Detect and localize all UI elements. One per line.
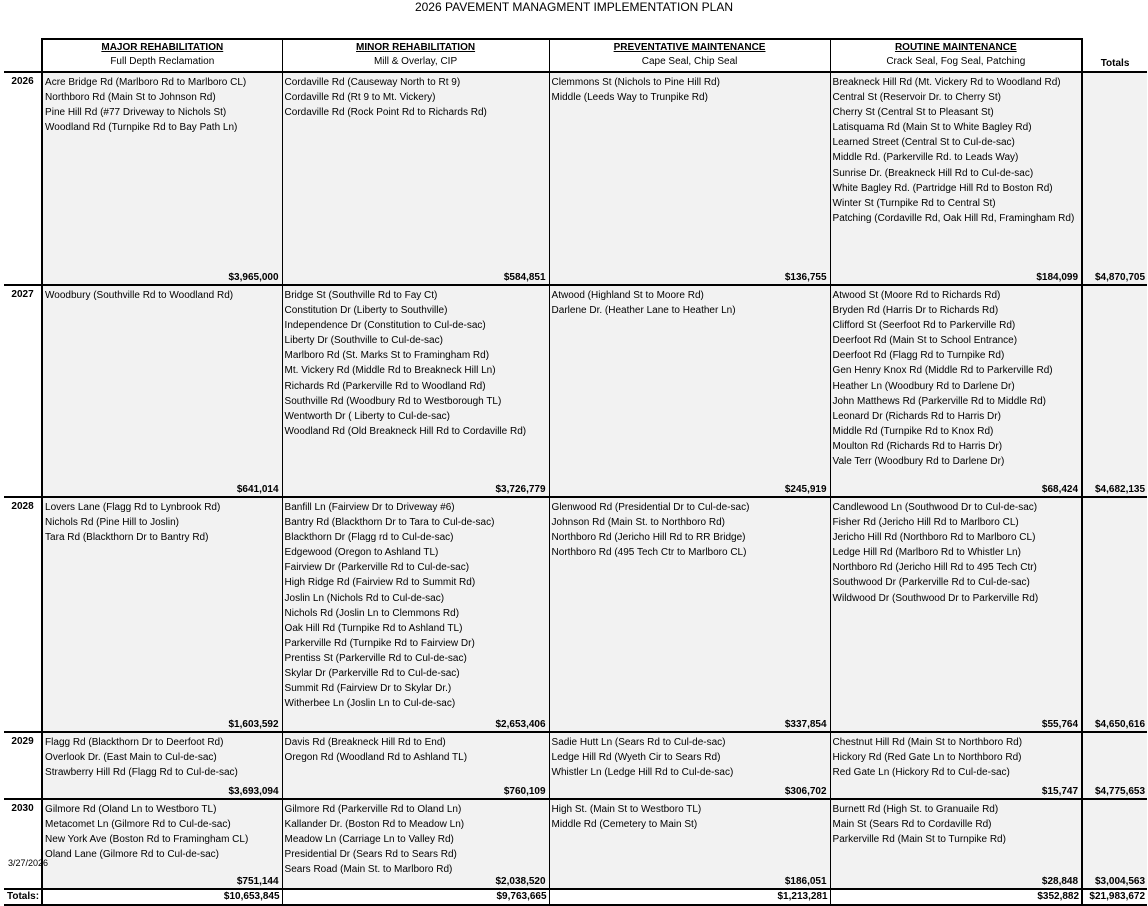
cell-routine — [830, 72, 1082, 285]
year-label: 2029 — [4, 732, 42, 799]
column-total-prev: $1,213,281 — [549, 889, 830, 905]
road-item: Ledge Hill Rd (Marlboro Rd to Whistler Ln) — [832, 547, 1021, 559]
grand-total: $21,983,672 — [1082, 889, 1147, 905]
road-item: Tara Rd (Blackthorn Dr to Bantry Rd) — [45, 532, 209, 544]
road-item: High Ridge Rd (Fairview Rd to Summit Rd) — [284, 577, 476, 589]
road-item: Clifford St (Seerfoot Rd to Parkerville Rd) — [832, 320, 1016, 332]
category-amount: $184,099 — [1036, 272, 1079, 283]
year-row-2029 — [4, 732, 1147, 799]
road-item: Cordaville Rd (Rock Point Rd to Richards Rd) — [284, 107, 487, 119]
cell-minor — [282, 497, 549, 732]
road-item: Pine Hill Rd (#77 Driveway to Nichols St) — [45, 107, 227, 119]
cell-routine — [830, 732, 1082, 799]
cell-major — [42, 799, 282, 889]
road-item: Bryden Rd (Harris Dr to Richards Rd) — [832, 305, 999, 317]
road-item: Chestnut Hill Rd (Main St to Northboro Rd) — [832, 737, 1023, 748]
road-item: Heather Ln (Woodbury Rd to Darlene Dr) — [832, 380, 1015, 392]
road-item: Prentiss St (Parkerville Rd to Cul-de-sac) — [284, 652, 467, 664]
header-row — [4, 39, 1147, 72]
road-item: Candlewood Ln (Southwood Dr to Cul-de-sac) — [832, 502, 1038, 513]
road-item: Oak Hill Rd (Turnpike Rd to Ashland TL) — [284, 622, 463, 634]
road-item: White Bagley Rd. (Partridge Hill Rd to Boston Rd) — [832, 182, 1053, 194]
road-item: Sadie Hutt Ln (Sears Rd to Cul-de-sac) — [551, 737, 726, 748]
road-item: Davis Rd (Breakneck Hill Rd to End) — [284, 737, 446, 748]
category-amount: $3,693,094 — [228, 786, 279, 797]
road-item: Lovers Lane (Flagg Rd to Lynbrook Rd) — [45, 502, 221, 513]
road-item: Hickory Rd (Red Gate Ln to Northboro Rd) — [832, 752, 1022, 764]
road-item: Woodland Rd (Turnpike Rd to Bay Path Ln) — [45, 122, 238, 134]
category-amount: $55,764 — [1041, 719, 1079, 730]
category-amount: $2,038,520 — [495, 876, 546, 887]
road-item: Northboro Rd (495 Tech Ctr to Marlboro CL) — [551, 547, 747, 559]
year-row-2030 — [4, 799, 1147, 889]
header-routine: ROUTINE MAINTENANCE Crack Seal, Fog Seal, Patching — [830, 39, 1082, 72]
cell-major — [42, 72, 282, 285]
cell-routine — [830, 497, 1082, 732]
road-item: Red Gate Ln (Hickory Rd to Cul-de-sac) — [832, 767, 1010, 779]
column-total-routine: $352,882 — [830, 889, 1082, 905]
road-item: Gilmore Rd (Oland Ln to Westboro TL) — [45, 804, 217, 815]
category-amount: $2,653,406 — [495, 719, 546, 730]
category-amount: $751,144 — [236, 876, 279, 887]
road-item: Fairview Dr (Parkerville Rd to Cul-de-sac) — [284, 562, 470, 574]
road-item: Northboro Rd (Main St to Johnson Rd) — [45, 92, 216, 104]
road-item: Woodbury (Southville Rd to Woodland Rd) — [45, 290, 234, 301]
year-row-2026 — [4, 72, 1147, 285]
road-item: Johnson Rd (Main St. to Northboro Rd) — [551, 517, 725, 529]
road-item: Middle (Leeds Way to Trunpike Rd) — [551, 92, 708, 104]
road-item: Strawberry Hill Rd (Flagg Rd to Cul-de-sac) — [45, 767, 238, 779]
road-item: Middle Rd (Turnpike Rd to Knox Rd) — [832, 425, 994, 437]
column-total-major: $10,653,845 — [42, 889, 282, 905]
category-amount: $1,603,592 — [228, 719, 279, 730]
road-item: Burnett Rd (High St. to Granuaile Rd) — [832, 804, 999, 815]
column-total-minor: $9,763,665 — [282, 889, 549, 905]
category-amount: $28,848 — [1041, 876, 1079, 887]
cell-minor — [282, 799, 549, 889]
road-item: Glenwood Rd (Presidential Dr to Cul-de-sac) — [551, 502, 750, 513]
road-item: Meadow Ln (Carriage Ln to Valley Rd) — [284, 834, 454, 846]
road-item: Northboro Rd (Jericho Hill Rd to RR Bridge) — [551, 532, 746, 544]
category-amount: $584,851 — [503, 272, 546, 283]
road-item: Latisquama Rd (Main St to White Bagley Rd) — [832, 122, 1032, 134]
plan-table — [4, 38, 1147, 906]
year-row-2027 — [4, 285, 1147, 497]
print-date: 3/27/2026 — [8, 858, 49, 868]
year-total: $4,775,653 — [1082, 732, 1147, 799]
road-item: Wildwood Dr (Southwood Dr to Parkerville Rd) — [832, 592, 1039, 604]
cell-routine — [830, 799, 1082, 889]
year-total: $4,870,705 — [1082, 72, 1147, 285]
page-title: 2026 PAVEMENT MANAGMENT IMPLEMENTATION PLAN — [414, 0, 734, 14]
road-item: Richards Rd (Parkerville Rd to Woodland Rd) — [284, 380, 486, 392]
road-item: Middle Rd. (Parkerville Rd. to Leads Way) — [832, 152, 1019, 164]
road-item: Marlboro Rd (St. Marks St to Framingham Rd) — [284, 350, 490, 362]
road-item: Metacomet Ln (Gilmore Rd to Cul-de-sac) — [45, 819, 231, 831]
header-preventative: PREVENTATIVE MAINTENANCE Cape Seal, Chip Seal — [549, 39, 830, 72]
year-label: 2026 — [4, 72, 42, 285]
year-label: 2027 — [4, 285, 42, 497]
cell-prev — [549, 285, 830, 497]
road-item: Leonard Dr (Richards Rd to Harris Dr) — [832, 410, 1001, 422]
road-item: Northboro Rd (Jericho Hill Rd to 495 Tech Ctr) — [832, 562, 1037, 574]
road-item: Patching (Cordaville Rd, Oak Hill Rd, Framingham Rd) — [832, 212, 1075, 224]
year-row-2028 — [4, 497, 1147, 732]
road-item: Jericho Hill Rd (Northboro Rd to Marlboro CL) — [832, 532, 1036, 544]
cell-prev — [549, 497, 830, 732]
road-item: Flagg Rd (Blackthorn Dr to Deerfoot Rd) — [45, 737, 224, 748]
road-item: Edgewood (Oregon to Ashland TL) — [284, 547, 439, 559]
category-amount: $3,726,779 — [495, 484, 546, 495]
road-item: Acre Bridge Rd (Marlboro Rd to Marlboro CL) — [45, 77, 247, 88]
road-item: Oland Lane (Gilmore Rd to Cul-de-sac) — [45, 849, 220, 861]
category-amount: $15,747 — [1041, 786, 1079, 797]
year-total: $4,650,616 — [1082, 497, 1147, 732]
road-item: Witherbee Ln (Joslin Ln to Cul-de-sac) — [284, 698, 456, 710]
road-item: Bantry Rd (Blackthorn Dr to Tara to Cul-de-sac) — [284, 517, 495, 529]
road-item: Moulton Rd (Richards Rd to Harris Dr) — [832, 440, 1003, 452]
road-item: Atwood (Highland St to Moore Rd) — [551, 290, 704, 301]
road-item: Fisher Rd (Jericho Hill Rd to Marlboro CL) — [832, 517, 1019, 529]
header-totals: Totals — [1082, 39, 1147, 72]
road-item: Vale Terr (Woodbury Rd to Darlene Dr) — [832, 456, 1005, 468]
road-item: Oregon Rd (Woodland Rd to Ashland TL) — [284, 752, 468, 764]
cell-major — [42, 285, 282, 497]
road-item: Cordaville Rd (Rt 9 to Mt. Vickery) — [284, 92, 436, 104]
road-item: John Matthews Rd (Parkerville Rd to Middle Rd) — [832, 395, 1046, 407]
road-item: Wentworth Dr ( Liberty to Cul-de-sac) — [284, 410, 450, 422]
category-amount: $337,854 — [784, 719, 827, 730]
header-major: MAJOR REHABILITATION Full Depth Reclamation — [42, 39, 282, 72]
road-item: Banfill Ln (Fairview Dr to Driveway #6) — [284, 502, 455, 513]
road-item: Presidential Dr (Sears Rd to Sears Rd) — [284, 849, 457, 861]
road-item: High St. (Main St to Westboro TL) — [551, 804, 702, 815]
road-item: Middle Rd (Cemetery to Main St) — [551, 819, 698, 831]
road-item: Skylar Dr (Parkerville Rd to Cul-de-sac) — [284, 668, 460, 680]
category-amount: $68,424 — [1041, 484, 1079, 495]
road-item: Summit Rd (Fairview Dr to Skylar Dr.) — [284, 683, 452, 695]
road-item: Independence Dr (Constitution to Cul-de-sac) — [284, 320, 486, 332]
road-item: Ledge Hill Rd (Wyeth Cir to Sears Rd) — [551, 752, 721, 764]
road-item: Main St (Sears Rd to Cordaville Rd) — [832, 819, 992, 831]
road-item: Overlook Dr. (East Main to Cul-de-sac) — [45, 752, 217, 764]
year-total: $4,682,135 — [1082, 285, 1147, 497]
header-minor: MINOR REHABILITATION Mill & Overlay, CIP — [282, 39, 549, 72]
road-item: Gen Henry Knox Rd (Middle Rd to Parkerville Rd) — [832, 365, 1053, 377]
road-item: Learned Street (Central St to Cul-de-sac) — [832, 137, 1015, 149]
road-item: Sears Road (Main St. to Marlboro Rd) — [284, 864, 453, 876]
road-item: Parkerville Rd (Main St to Turnpike Rd) — [832, 834, 1006, 846]
year-total: $3,004,563 — [1082, 799, 1147, 889]
cell-prev — [549, 72, 830, 285]
road-item: Nichols Rd (Pine Hill to Joslin) — [45, 517, 179, 529]
road-item: Breakneck Hill Rd (Mt. Vickery Rd to Woodland Rd) — [832, 77, 1061, 88]
road-item: Whistler Ln (Ledge Hill Rd to Cul-de-sac) — [551, 767, 734, 779]
road-item: Cherry St (Central St to Pleasant St) — [832, 107, 994, 119]
road-item: Liberty Dr (Southville to Cul-de-sac) — [284, 335, 443, 347]
totals-label: Totals: — [4, 889, 42, 905]
road-item: Mt. Vickery Rd (Middle Rd to Breakneck Hill Ln) — [284, 365, 496, 377]
road-item: Sunrise Dr. (Breakneck Hill Rd to Cul-de-sac) — [832, 167, 1034, 179]
cell-minor — [282, 72, 549, 285]
road-item: Kallander Dr. (Boston Rd to Meadow Ln) — [284, 819, 465, 831]
road-item: Woodland Rd (Old Breakneck Hill Rd to Cordaville Rd) — [284, 425, 527, 437]
category-amount: $186,051 — [784, 876, 827, 887]
road-item: Clemmons St (Nichols to Pine Hill Rd) — [551, 77, 720, 88]
road-item: Cordaville Rd (Causeway North to Rt 9) — [284, 77, 461, 88]
road-item: Deerfoot Rd (Main St to School Entrance) — [832, 335, 1018, 347]
category-amount: $136,755 — [784, 272, 827, 283]
road-item: Southville Rd (Woodbury Rd to Westborough TL) — [284, 395, 502, 407]
cell-minor — [282, 285, 549, 497]
road-item: Constitution Dr (Liberty to Southville) — [284, 305, 448, 317]
category-amount: $245,919 — [784, 484, 827, 495]
road-item: Darlene Dr. (Heather Lane to Heather Ln) — [551, 305, 736, 317]
category-amount: $3,965,000 — [228, 272, 279, 283]
road-item: Gilmore Rd (Parkerville Rd to Oland Ln) — [284, 804, 462, 815]
cell-prev — [549, 732, 830, 799]
road-item: New York Ave (Boston Rd to Framingham CL) — [45, 834, 249, 846]
category-amount: $760,109 — [503, 786, 546, 797]
cell-major — [42, 497, 282, 732]
road-item: Joslin Ln (Nichols Rd to Cul-de-sac) — [284, 592, 445, 604]
cell-prev — [549, 799, 830, 889]
road-item: Central St (Reservoir Dr. to Cherry St) — [832, 92, 1001, 104]
road-item: Atwood St (Moore Rd to Richards Rd) — [832, 290, 1001, 301]
road-item: Southwood Dr (Parkerville Rd to Cul-de-sac) — [832, 577, 1030, 589]
cell-routine — [830, 285, 1082, 497]
road-item: Blackthorn Dr (Flagg rd to Cul-de-sac) — [284, 532, 454, 544]
year-label: 2030 — [4, 799, 42, 889]
road-item: Deerfoot Rd (Flagg Rd to Turnpike Rd) — [832, 350, 1005, 362]
year-label: 2028 — [4, 497, 42, 732]
category-amount: $306,702 — [784, 786, 827, 797]
road-item: Parkerville Rd (Turnpike Rd to Fairview Dr) — [284, 637, 475, 649]
category-amount: $641,014 — [236, 484, 279, 495]
road-item: Bridge St (Southville Rd to Fay Ct) — [284, 290, 438, 301]
cell-major — [42, 732, 282, 799]
totals-row — [4, 889, 1147, 905]
road-item: Winter St (Turnpike Rd to Central St) — [832, 197, 996, 209]
road-item: Nichols Rd (Joslin Ln to Clemmons Rd) — [284, 607, 460, 619]
cell-minor — [282, 732, 549, 799]
